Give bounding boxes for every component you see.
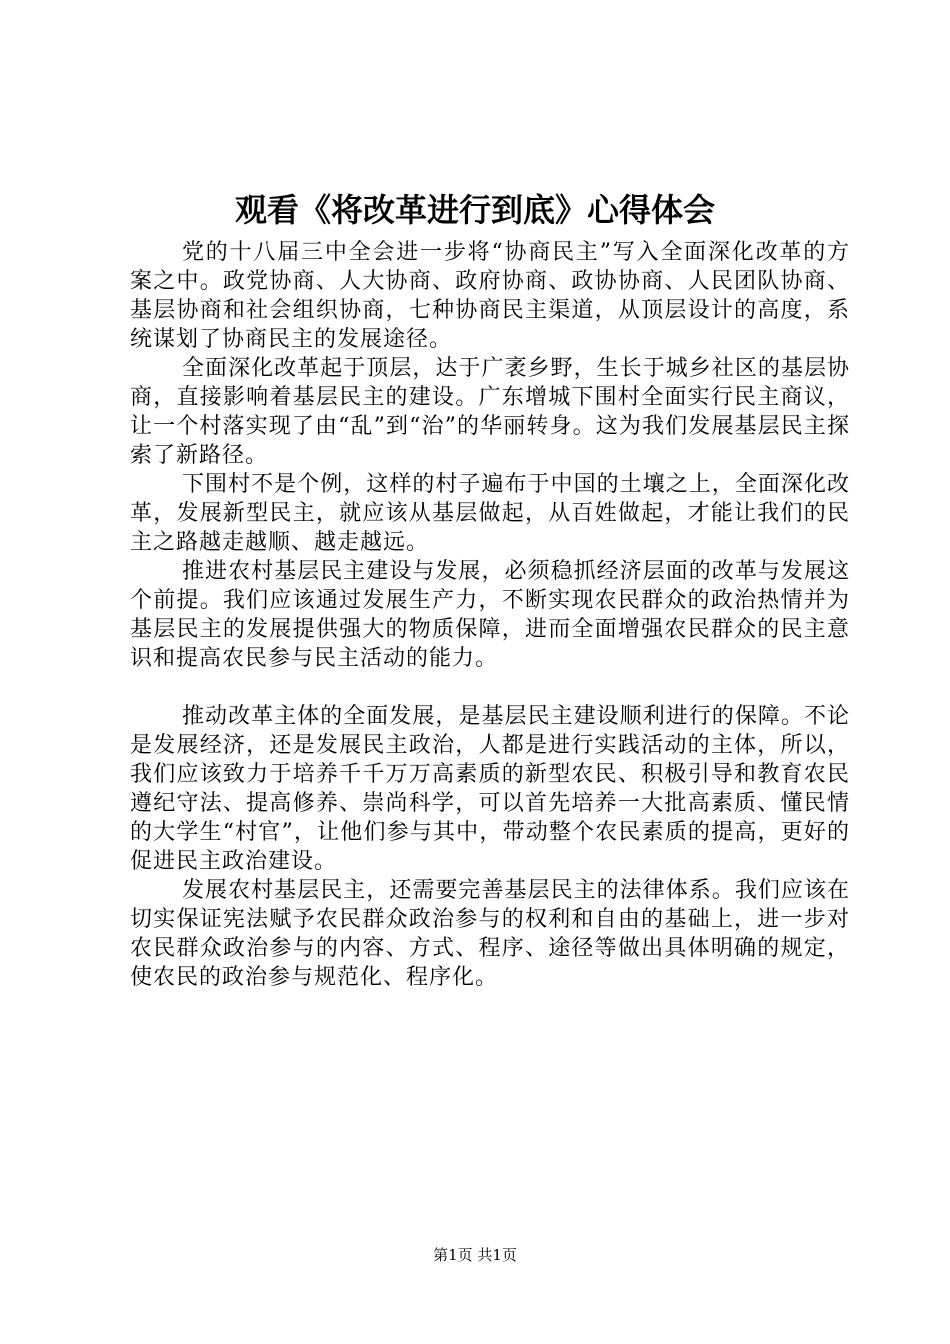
document-body bbox=[130, 238, 850, 992]
paragraph-1: 党的十八届三中全会进一步将“协商民主”写入全面深化改革的方案之中。政党协商、人大协商、政府协商、政协协商、人民团队协商、基层协商和社会组织协商，七种协商民主渠道，从顶层设计的高度，系统谋划了协商民主的发展途径。 bbox=[130, 240, 850, 352]
paragraph-2: 全面深化改革起于顶层，达于广袤乡野，生长于城乡社区的基层协商，直接影响着基层民主的建设。广东增城下围村全面实行民主商议，让一个村落实现了由“乱”到“治”的华丽转身。这为我们发展基层民主探索了新路径。 bbox=[130, 356, 850, 468]
paragraph-6: 发展农村基层民主，还需要完善基层民主的法律体系。我们应该在切实保证宪法赋予农民群众政治参与的权利和自由的基础上，进一步对农民群众政治参与的内容、方式、程序、途径等做出具体明确的规定，使农民的政治参与规范化、程序化。 bbox=[130, 878, 850, 990]
document-title: 观看《将改革进行到底》心得体会 bbox=[234, 191, 715, 229]
paragraph-3: 下围村不是个例，这样的村子遍布于中国的土壤之上，全面深化改革，发展新型民主，就应该从基层做起，从百姓做起，才能让我们的民主之路越走越顺、越走越远。 bbox=[130, 472, 850, 555]
paragraph-5: 推动改革主体的全面发展，是基层民主建设顺利进行的保障。不论是发展经济，还是发展民主政治，人都是进行实践活动的主体，所以，我们应该致力于培养千千万万高素质的新型农民、积极引导和教育农民遵纪守法、提高修养、崇尚科学，可以首先培养一大批高素质、懂民情的大学生“村官”，让他们参与其中，带动整个农民素质的提高，更好的促进民主政治建设。 bbox=[130, 704, 850, 874]
paragraph-4: 推进农村基层民主建设与发展，必须稳抓经济层面的改革与发展这个前提。我们应该通过发展生产力，不断实现农民群众的政治热情并为基层民主的发展提供强大的物质保障，进而全面增强农民群众的民主意识和提高农民参与民主活动的能力。 bbox=[130, 559, 850, 671]
page-number-footer: 第1页 共1页 bbox=[433, 1246, 517, 1264]
paragraph-spacer bbox=[130, 673, 850, 702]
